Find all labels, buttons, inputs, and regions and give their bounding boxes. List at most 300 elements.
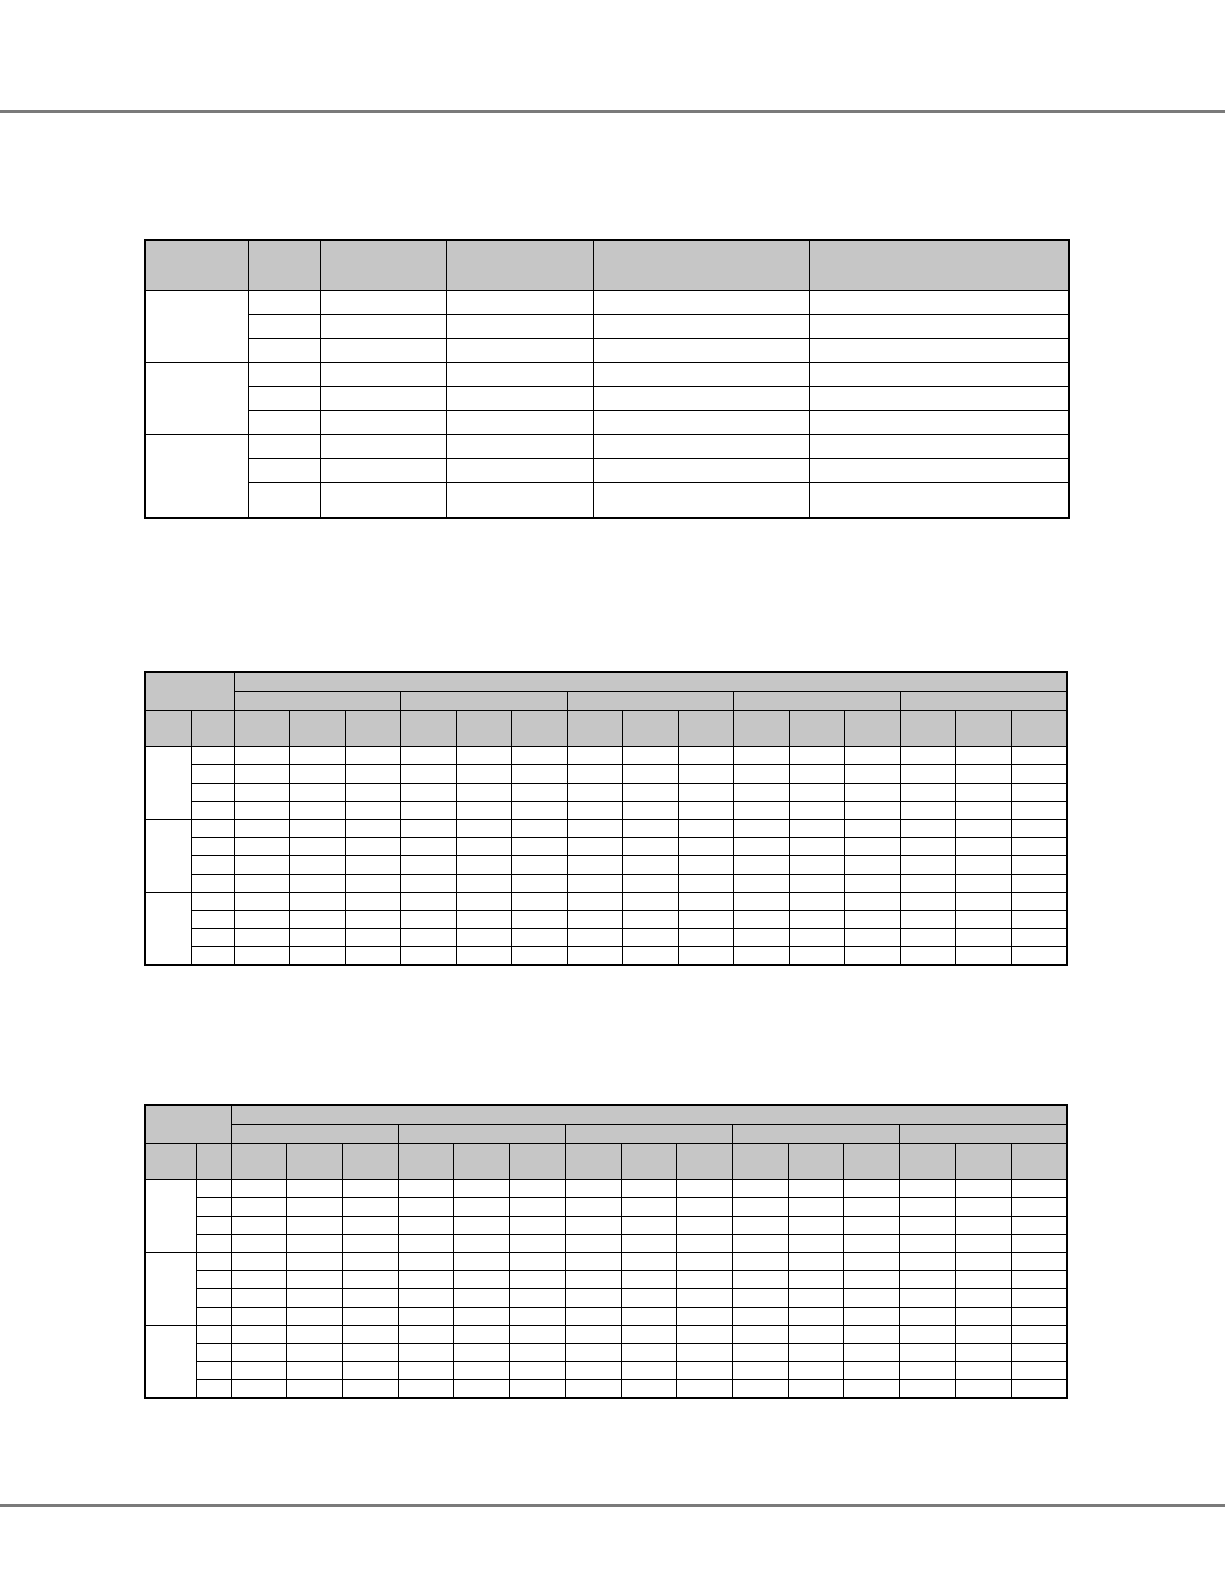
table-cell [844,1180,900,1198]
table-cell [345,874,401,892]
table-cell [290,947,346,965]
footer-rule [0,1504,1225,1507]
table-cell [565,1380,621,1398]
table-cell [287,1307,343,1325]
table-cell [234,856,290,874]
table-row [145,338,1069,362]
table-cell [231,1234,287,1252]
table-cell [231,1198,287,1216]
table-cell [845,783,901,801]
table-cell [1011,892,1067,910]
table-cell [234,765,290,783]
table-cell [342,1307,398,1325]
table-cell [565,1234,621,1252]
table-cell [900,947,956,965]
column-header-cell [456,710,512,746]
table-cell [677,1198,733,1216]
table-cell [401,929,457,947]
table-cell [621,1253,677,1271]
table-cell [1011,910,1067,928]
table-cell [1011,1253,1067,1271]
table-cell [234,747,290,765]
table-cell [567,747,623,765]
table-cell [789,820,845,838]
table-cell [677,1343,733,1361]
table-cell [454,1325,510,1343]
table-cell [196,1343,231,1361]
table-row [145,1307,1067,1325]
spanning-header-cell [231,1105,1067,1124]
table-cell [456,820,512,838]
table-cell [290,765,346,783]
table-row [145,290,1069,314]
table-cell [196,1216,231,1234]
table-row [145,410,1069,434]
table-cell [345,838,401,856]
table-row [145,747,1067,765]
table-cell [454,1289,510,1307]
table-cell [567,820,623,838]
table-row [145,1362,1067,1380]
table-cell [398,1289,454,1307]
table-cell [621,1289,677,1307]
table-cell [789,765,845,783]
table-cell [345,892,401,910]
table-cell [191,783,234,801]
table-cell [231,1307,287,1325]
table-cell [623,820,679,838]
group-cell [145,1325,196,1398]
table-cell [677,1380,733,1398]
table-cell [621,1198,677,1216]
table-cell [456,783,512,801]
table-cell [734,947,790,965]
table-cell [677,1325,733,1343]
table-cell [287,1253,343,1271]
table-cell [234,929,290,947]
column-header-cell [844,1143,900,1179]
table-cell [845,929,901,947]
table-cell [621,1362,677,1380]
table-1 [144,239,1070,519]
column-header-cell [845,710,901,746]
table-cell [844,1234,900,1252]
table-cell [401,838,457,856]
table-cell [844,1289,900,1307]
table-row [145,386,1069,410]
table-cell [732,1380,788,1398]
table-cell [456,838,512,856]
group-header-cell [234,691,401,710]
table-cell [287,1234,343,1252]
table-cell [231,1253,287,1271]
column-header-cell [565,1143,621,1179]
table-cell [900,874,956,892]
table-cell [734,910,790,928]
table-cell [401,765,457,783]
table-cell [234,892,290,910]
table-cell [788,1380,844,1398]
table-cell [196,1271,231,1289]
table-cell [845,838,901,856]
table-cell [512,783,568,801]
table-cell [845,747,901,765]
table-cell [789,910,845,928]
table-cell [565,1216,621,1234]
table-cell [510,1343,566,1361]
table-cell [845,820,901,838]
table-cell [1011,874,1067,892]
table-cell [956,874,1012,892]
table-cell [345,820,401,838]
table-cell [342,1198,398,1216]
table-cell [290,892,346,910]
table-cell [623,874,679,892]
table-row [145,1180,1067,1198]
table-cell [290,838,346,856]
table-cell [398,1180,454,1198]
table-cell [510,1380,566,1398]
table-cell [900,838,956,856]
table-cell [955,1325,1011,1343]
table-row [145,783,1067,801]
table-cell [191,801,234,819]
table-cell [621,1307,677,1325]
column-header-cell [956,710,1012,746]
table-cell [623,929,679,947]
table-cell [196,1325,231,1343]
table-cell [342,1362,398,1380]
table-cell [734,747,790,765]
table-cell [456,947,512,965]
table-cell [789,874,845,892]
table-cell [678,747,734,765]
table-cell [510,1289,566,1307]
table-cell [900,820,956,838]
table-cell [345,765,401,783]
table-cell [287,1198,343,1216]
table-cell [567,765,623,783]
table-cell [456,874,512,892]
column-header-cell [196,1143,231,1179]
table-cell [788,1362,844,1380]
table-cell [678,783,734,801]
table-cell [234,910,290,928]
header-cell [446,240,593,290]
table-cell [1011,1380,1067,1398]
column-header-cell [734,710,790,746]
table-cell [677,1307,733,1325]
table-cell [900,1198,956,1216]
table-cell [845,874,901,892]
table-cell [900,1325,956,1343]
table-cell [512,929,568,947]
table-cell [1011,1234,1067,1252]
table-cell [900,1307,956,1325]
table-cell [342,1325,398,1343]
table-cell [398,1325,454,1343]
table-cell [567,874,623,892]
table-row [145,856,1067,874]
table-cell [788,1234,844,1252]
table-cell [788,1180,844,1198]
column-header-cell [454,1143,510,1179]
table-cell [454,1271,510,1289]
table-cell [398,1216,454,1234]
table-row [145,947,1067,965]
table-cell [196,1289,231,1307]
table-cell [565,1271,621,1289]
table-cell [510,1362,566,1380]
table-cell [844,1343,900,1361]
table-row [145,838,1067,856]
table-row [145,1216,1067,1234]
table-cell [567,892,623,910]
group-header-cell [900,691,1067,710]
table-cell [845,801,901,819]
column-header-cell [789,710,845,746]
table-row [145,1198,1067,1216]
table-cell [401,856,457,874]
grid-table [144,671,1068,966]
table-cell [1011,1216,1067,1234]
table-cell [956,856,1012,874]
table-cell [1011,929,1067,947]
spanning-header-cell [234,672,1067,691]
table-cell [565,1198,621,1216]
table-row [145,1253,1067,1271]
table-cell [290,783,346,801]
table-cell [191,929,234,947]
table-cell [398,1198,454,1216]
table-cell [788,1289,844,1307]
table-cell [234,947,290,965]
table-cell [789,892,845,910]
table-cell [196,1253,231,1271]
table-cell [512,910,568,928]
table-cell [456,929,512,947]
table-row [145,929,1067,947]
table-row [145,765,1067,783]
table-cell [621,1234,677,1252]
group-cell [145,1253,196,1326]
table-cell [677,1253,733,1271]
table-cell [1011,820,1067,838]
table-cell [456,801,512,819]
table-cell [621,1343,677,1361]
table-cell [623,747,679,765]
table-cell [196,1380,231,1398]
table-row [145,1325,1067,1343]
table-cell [900,747,956,765]
table-cell [401,747,457,765]
column-header-cell [678,710,734,746]
table-cell [342,1271,398,1289]
table-cell [287,1271,343,1289]
table-cell [196,1362,231,1380]
table-cell [900,1216,956,1234]
table-cell [678,892,734,910]
table-cell [454,1362,510,1380]
table-cell [955,1216,1011,1234]
table-cell [956,820,1012,838]
table-cell [510,1271,566,1289]
table-cell [398,1307,454,1325]
table-cell [401,892,457,910]
table-cell [191,820,234,838]
group-cell [145,362,248,434]
table-cell [1011,1271,1067,1289]
column-header-cell [398,1143,454,1179]
table-cell [231,1289,287,1307]
table-header-row [145,240,1069,290]
table-cell [456,892,512,910]
table-header-row [145,710,1067,746]
table-cell [565,1253,621,1271]
table-cell [456,856,512,874]
table-cell [290,801,346,819]
table-cell [956,783,1012,801]
table-cell [398,1362,454,1380]
header-cell [248,240,320,290]
column-header-cell [677,1143,733,1179]
table-cell [623,783,679,801]
table-cell [191,856,234,874]
table-cell [345,929,401,947]
table-cell [401,910,457,928]
table-cell [623,892,679,910]
table-cell [956,892,1012,910]
table-cell [565,1180,621,1198]
group-cell [145,290,248,362]
table-header-row [145,1143,1067,1179]
column-header-cell [345,710,401,746]
table-cell [565,1289,621,1307]
table-cell [401,783,457,801]
table-cell [788,1307,844,1325]
group-cell [145,820,191,893]
table-cell [456,765,512,783]
table-header-row [145,672,1067,691]
table-cell [734,856,790,874]
table-cell [734,892,790,910]
table-cell [900,1253,956,1271]
table-cell [342,1253,398,1271]
table-cell [900,1271,956,1289]
table-cell [955,1253,1011,1271]
table-cell [621,1325,677,1343]
column-header-cell [621,1143,677,1179]
table-cell [623,947,679,965]
column-header-cell [287,1143,343,1179]
column-header-cell [512,710,568,746]
table-cell [287,1216,343,1234]
table-cell [342,1380,398,1398]
table-cell [454,1307,510,1325]
table-row [145,362,1069,386]
table-cell [844,1325,900,1343]
table-cell [191,765,234,783]
table-cell [900,783,956,801]
table-cell [401,801,457,819]
table-cell [342,1234,398,1252]
table-cell [1011,1343,1067,1361]
header-rule [0,110,1225,113]
table-cell [678,874,734,892]
table-cell [732,1216,788,1234]
table-cell [510,1216,566,1234]
table-cell [900,1362,956,1380]
table-cell [287,1325,343,1343]
table-cell [196,1307,231,1325]
table-cell [1011,801,1067,819]
table-cell [512,838,568,856]
table-cell [287,1289,343,1307]
table-cell [398,1380,454,1398]
table-cell [789,801,845,819]
group-header-cell [398,1124,565,1143]
table-cell [398,1253,454,1271]
table-cell [1011,947,1067,965]
table-cell [565,1362,621,1380]
table-cell [454,1198,510,1216]
table-cell [955,1234,1011,1252]
group-cell [145,1180,196,1253]
table-cell [345,783,401,801]
table-cell [623,765,679,783]
group-cell [145,434,248,518]
table-cell [788,1216,844,1234]
table-cell [454,1234,510,1252]
table-cell [287,1362,343,1380]
table-cell [342,1289,398,1307]
table-cell [900,801,956,819]
table-row [145,1289,1067,1307]
table-cell [196,1234,231,1252]
table-cell [732,1289,788,1307]
column-header-cell [900,710,956,746]
header-cell [320,240,446,290]
table-cell [677,1180,733,1198]
table-cell [734,765,790,783]
table-cell [287,1180,343,1198]
table-cell [565,1325,621,1343]
table-cell [290,874,346,892]
group-header-cell [401,691,568,710]
table-cell [454,1380,510,1398]
column-header-cell [231,1143,287,1179]
table-cell [789,838,845,856]
table-cell [956,765,1012,783]
table-cell [510,1234,566,1252]
group-cell [145,747,191,820]
table-cell [456,747,512,765]
table-cell [510,1253,566,1271]
table-cell [732,1234,788,1252]
column-header-cell [191,710,234,746]
table-cell [510,1198,566,1216]
table-cell [510,1325,566,1343]
table-cell [345,947,401,965]
table-cell [734,801,790,819]
table-row [145,910,1067,928]
table-cell [956,929,1012,947]
table-cell [290,856,346,874]
table-cell [234,820,290,838]
table-cell [621,1180,677,1198]
group-header-cell [734,691,901,710]
column-header-cell [342,1143,398,1179]
